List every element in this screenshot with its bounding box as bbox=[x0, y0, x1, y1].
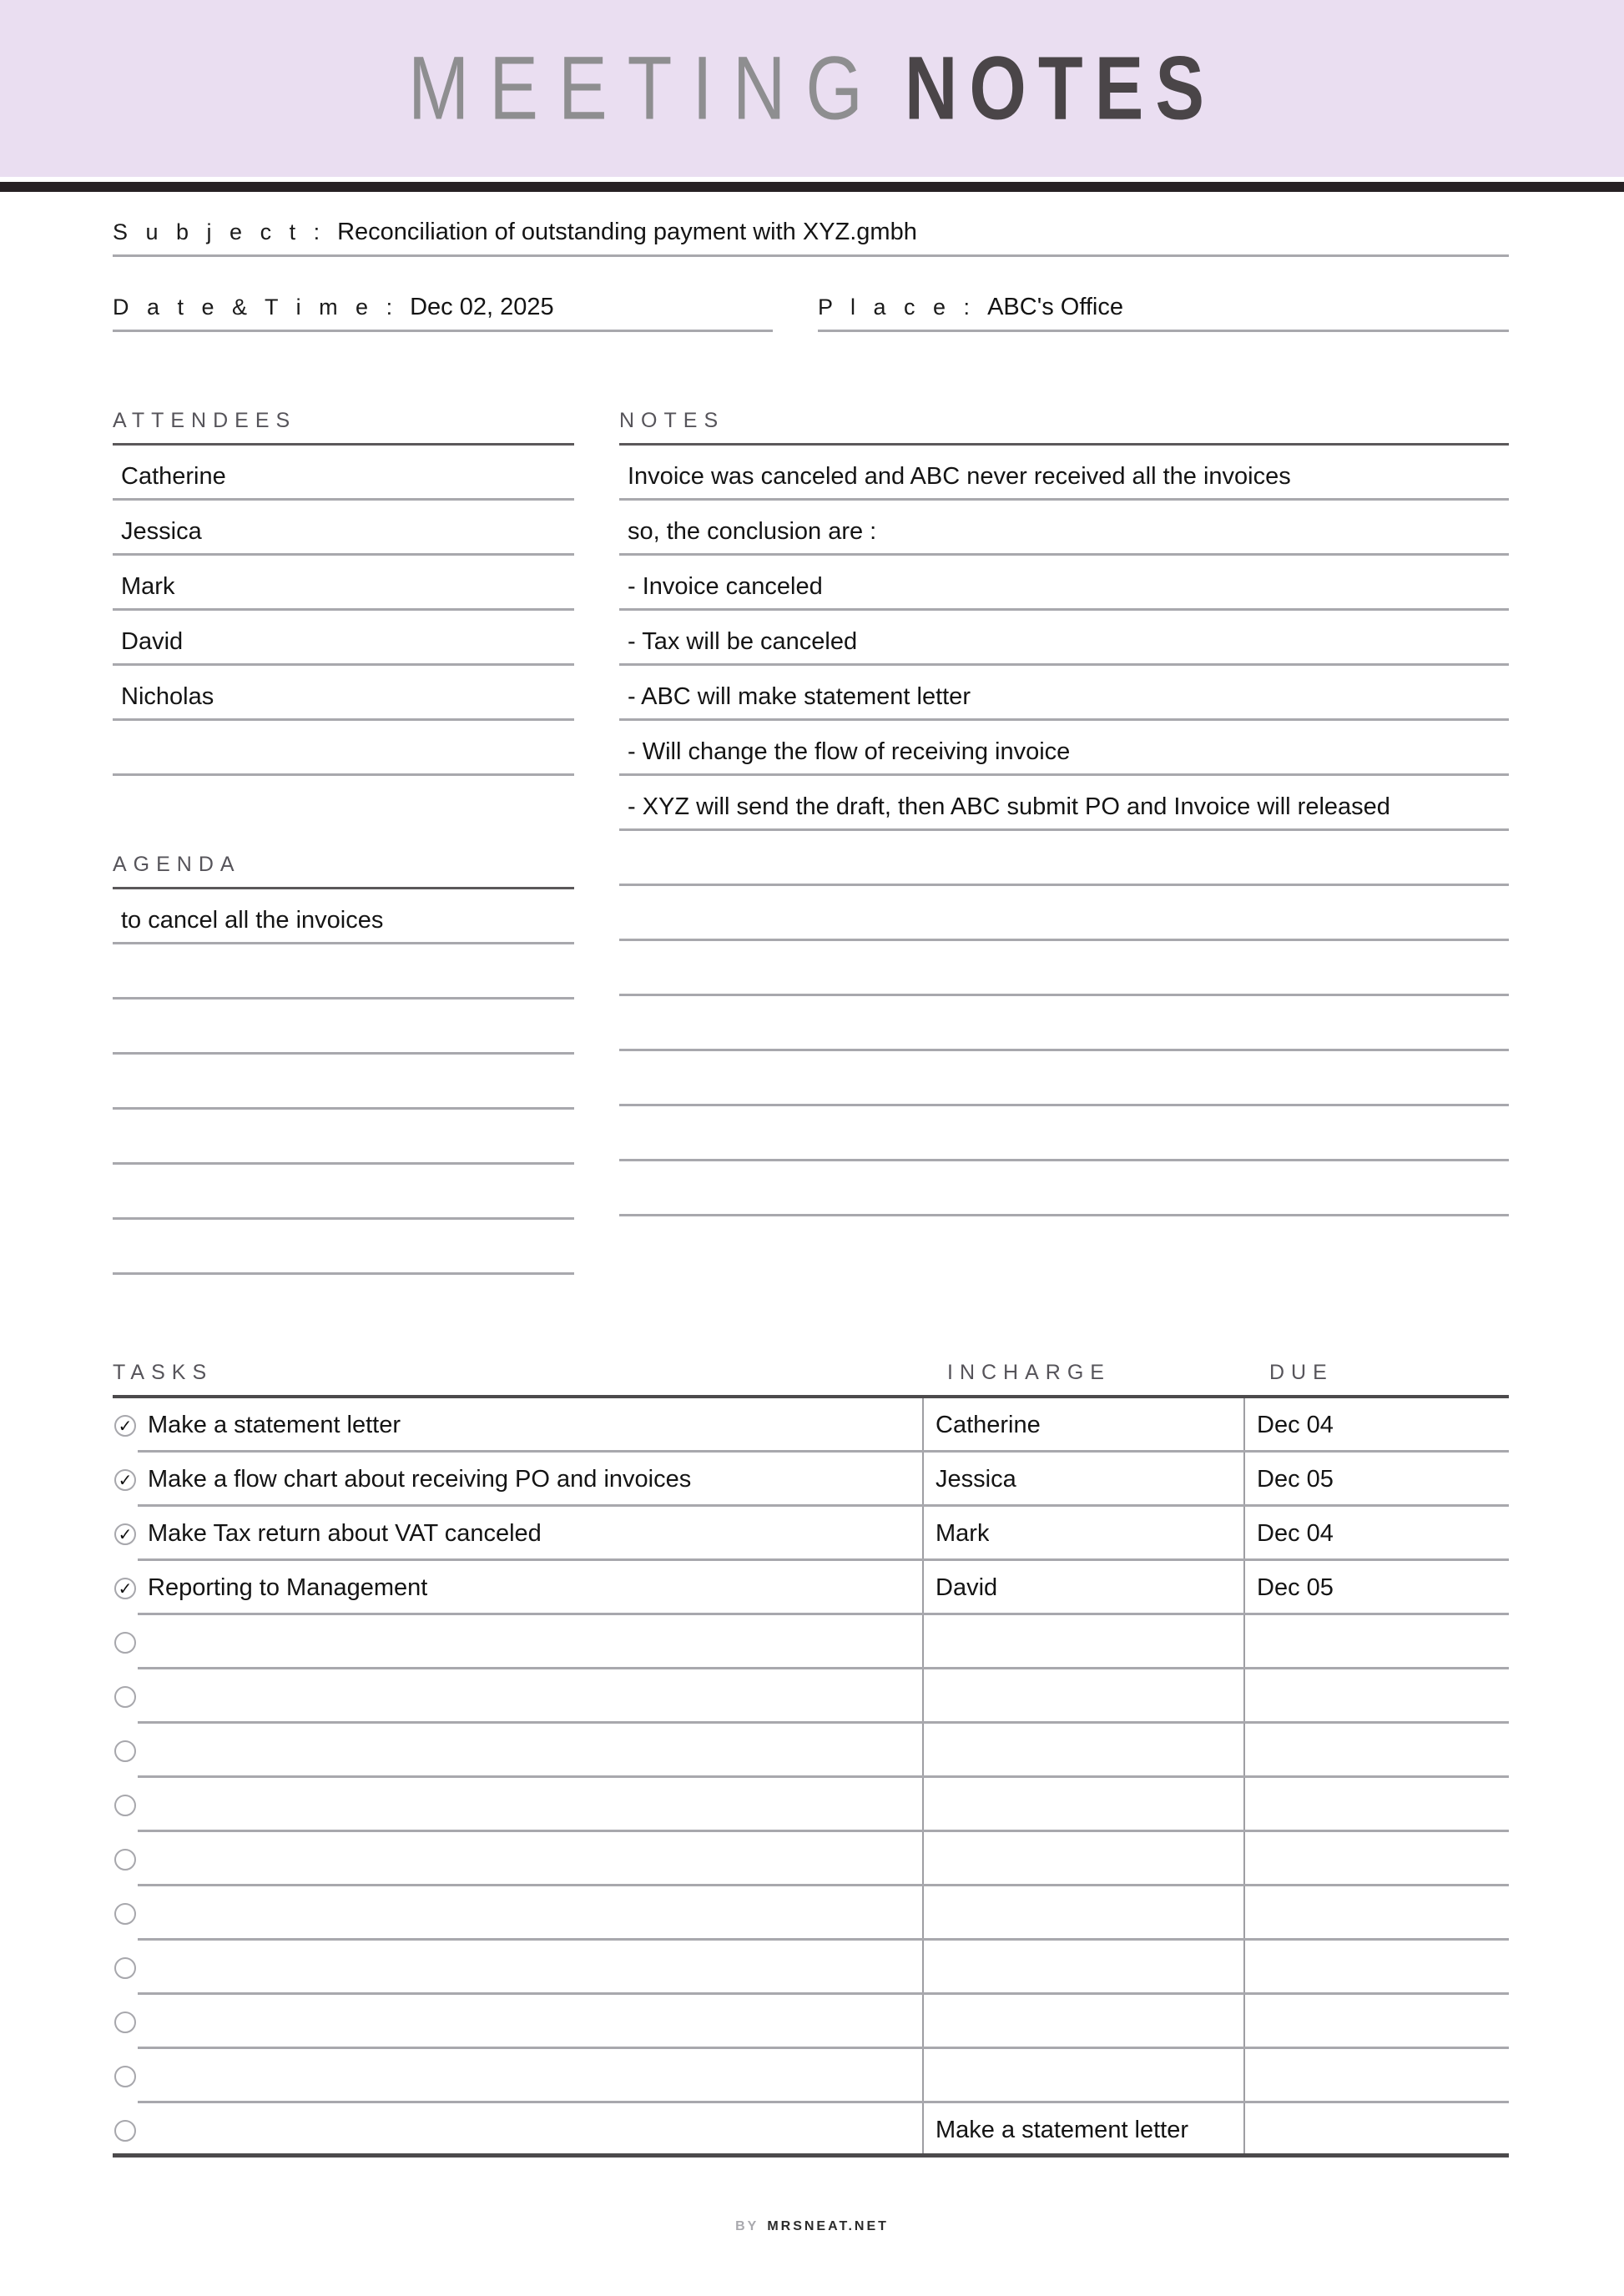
tasks-table bbox=[113, 1395, 1509, 2158]
incharge-column-header: INCHARGE bbox=[947, 1361, 1111, 1384]
place-underline bbox=[818, 330, 1509, 332]
footer bbox=[0, 2219, 1624, 2234]
note-row[interactable] bbox=[619, 941, 1509, 996]
table-row[interactable] bbox=[113, 1507, 1509, 1561]
incharge-text: Mark bbox=[936, 1520, 990, 1547]
circle-icon[interactable] bbox=[114, 1903, 136, 1925]
table-row[interactable] bbox=[113, 1669, 1509, 1724]
note-row[interactable] bbox=[619, 501, 1509, 556]
table-row[interactable] bbox=[113, 1724, 1509, 1778]
note-row-underline bbox=[619, 1214, 1509, 1216]
tasks-section bbox=[113, 1345, 1509, 2158]
note-row[interactable] bbox=[619, 996, 1509, 1051]
attendees-list bbox=[113, 446, 574, 776]
note-row-text: Invoice was canceled and ABC never received all the invoices bbox=[628, 463, 1291, 490]
due-cell[interactable] bbox=[1243, 2049, 1509, 2103]
due-cell[interactable] bbox=[1243, 1398, 1509, 1453]
table-row[interactable] bbox=[113, 1832, 1509, 1886]
attendee-row[interactable] bbox=[113, 666, 574, 721]
table-row[interactable] bbox=[113, 1453, 1509, 1507]
datetime-field[interactable] bbox=[113, 294, 773, 332]
tasks-header-row bbox=[113, 1345, 1509, 1385]
attendee-row-text: Catherine bbox=[121, 463, 226, 490]
attendee-row[interactable] bbox=[113, 501, 574, 556]
tasks-column-header: TASKS bbox=[113, 1361, 214, 1384]
attendee-row-text: Mark bbox=[121, 573, 175, 600]
incharge-cell[interactable] bbox=[922, 1995, 1243, 2049]
footer-brand: MRSNEAT.NET bbox=[767, 2219, 889, 2233]
attendee-row[interactable] bbox=[113, 446, 574, 501]
agenda-row[interactable] bbox=[113, 1165, 574, 1220]
task-cell[interactable] bbox=[113, 1941, 922, 1995]
due-cell[interactable] bbox=[1243, 1995, 1509, 2049]
due-cell[interactable] bbox=[1243, 1832, 1509, 1886]
attendee-row[interactable] bbox=[113, 556, 574, 611]
attendee-row-text: Jessica bbox=[121, 518, 202, 545]
datetime-label: D a t e & T i m e : bbox=[113, 295, 399, 320]
agenda-row[interactable] bbox=[113, 944, 574, 999]
note-row[interactable] bbox=[619, 1161, 1509, 1216]
check-icon[interactable] bbox=[114, 1578, 136, 1599]
task-cell[interactable] bbox=[113, 2049, 922, 2103]
notes-list bbox=[619, 446, 1509, 1216]
due-cell[interactable] bbox=[1243, 1561, 1509, 1615]
agenda-row[interactable] bbox=[113, 889, 574, 944]
note-row[interactable] bbox=[619, 886, 1509, 941]
incharge-cell[interactable] bbox=[922, 1507, 1243, 1561]
datetime-value: Dec 02, 2025 bbox=[410, 294, 554, 320]
incharge-cell[interactable] bbox=[922, 1615, 1243, 1669]
page-title-light: MEETING bbox=[407, 38, 883, 138]
note-row[interactable] bbox=[619, 831, 1509, 886]
note-row-text: so, the conclusion are : bbox=[628, 518, 877, 545]
task-cell[interactable] bbox=[113, 1724, 922, 1778]
note-row[interactable] bbox=[619, 666, 1509, 721]
place-value: ABC's Office bbox=[987, 294, 1124, 320]
table-row[interactable] bbox=[113, 1778, 1509, 1832]
agenda-row-text: to cancel all the invoices bbox=[121, 907, 384, 934]
check-icon[interactable] bbox=[114, 1523, 136, 1545]
agenda-row[interactable] bbox=[113, 1055, 574, 1110]
task-cell[interactable] bbox=[113, 1778, 922, 1832]
check-icon[interactable] bbox=[114, 1415, 136, 1437]
incharge-cell[interactable] bbox=[922, 1832, 1243, 1886]
note-row[interactable] bbox=[619, 556, 1509, 611]
task-text: Make a flow chart about receiving PO and invoices bbox=[148, 1466, 692, 1493]
task-cell[interactable] bbox=[113, 1995, 922, 2049]
note-row-text: - ABC will make statement letter bbox=[628, 683, 971, 710]
incharge-cell[interactable] bbox=[922, 1941, 1243, 1995]
incharge-text: Make a statement letter bbox=[936, 2117, 1189, 2143]
task-cell[interactable] bbox=[113, 1398, 922, 1453]
due-column-header: DUE bbox=[1269, 1361, 1334, 1384]
incharge-text: Jessica bbox=[936, 1466, 1016, 1493]
circle-icon[interactable] bbox=[114, 1795, 136, 1816]
incharge-cell[interactable] bbox=[922, 1561, 1243, 1615]
due-cell[interactable] bbox=[1243, 2103, 1509, 2158]
task-cell[interactable] bbox=[113, 1886, 922, 1941]
circle-icon[interactable] bbox=[114, 2012, 136, 2033]
due-cell[interactable] bbox=[1243, 1615, 1509, 1669]
header-divider bbox=[0, 182, 1624, 192]
note-row-text: - XYZ will send the draft, then ABC submit PO and Invoice will released bbox=[628, 793, 1390, 820]
datetime-underline bbox=[113, 330, 773, 332]
place-field[interactable] bbox=[818, 294, 1509, 332]
note-row-text: - Will change the flow of receiving invoice bbox=[628, 738, 1071, 765]
note-row-text: - Invoice canceled bbox=[628, 573, 823, 600]
table-row[interactable] bbox=[113, 1886, 1509, 1941]
circle-icon[interactable] bbox=[114, 2066, 136, 2087]
task-text: Make a statement letter bbox=[148, 1412, 401, 1438]
subject-underline bbox=[113, 254, 1509, 257]
note-row[interactable] bbox=[619, 1051, 1509, 1106]
task-cell[interactable] bbox=[113, 1669, 922, 1724]
footer-by-label: BY bbox=[735, 2219, 759, 2233]
attendee-row-text: Nicholas bbox=[121, 683, 214, 710]
attendees-section bbox=[113, 409, 574, 776]
task-text: Reporting to Management bbox=[148, 1574, 428, 1601]
due-cell[interactable] bbox=[1243, 1886, 1509, 1941]
due-cell[interactable] bbox=[1243, 1507, 1509, 1561]
tasks-rows bbox=[113, 1395, 1509, 2158]
due-cell[interactable] bbox=[1243, 1453, 1509, 1507]
agenda-heading: AGENDA bbox=[113, 853, 241, 876]
table-row[interactable] bbox=[113, 1941, 1509, 1995]
incharge-text: David bbox=[936, 1574, 998, 1601]
table-row[interactable] bbox=[113, 1995, 1509, 2049]
checkmark-glyph: ✓ bbox=[118, 1578, 133, 1599]
circle-icon[interactable] bbox=[114, 2120, 136, 2142]
circle-icon[interactable] bbox=[114, 1686, 136, 1708]
page-title bbox=[0, 0, 1624, 177]
agenda-row-underline bbox=[113, 1272, 574, 1275]
agenda-list bbox=[113, 889, 574, 1275]
note-row[interactable] bbox=[619, 776, 1509, 831]
table-row[interactable] bbox=[113, 2049, 1509, 2103]
table-row[interactable] bbox=[113, 1398, 1509, 1453]
attendees-heading: ATTENDEES bbox=[113, 409, 297, 432]
circle-icon[interactable] bbox=[114, 1632, 136, 1654]
checkmark-glyph: ✓ bbox=[118, 1415, 133, 1436]
due-text: Dec 04 bbox=[1257, 1412, 1334, 1438]
note-row[interactable] bbox=[619, 721, 1509, 776]
incharge-cell[interactable] bbox=[922, 1669, 1243, 1724]
incharge-cell[interactable] bbox=[922, 1778, 1243, 1832]
note-row[interactable] bbox=[619, 446, 1509, 501]
notes-section bbox=[619, 409, 1509, 1216]
page-title-bold: NOTES bbox=[904, 38, 1217, 138]
task-cell[interactable] bbox=[113, 1561, 922, 1615]
table-row[interactable] bbox=[113, 1561, 1509, 1615]
table-row[interactable] bbox=[113, 2103, 1509, 2158]
agenda-row[interactable] bbox=[113, 999, 574, 1055]
check-icon[interactable] bbox=[114, 1469, 136, 1491]
circle-icon[interactable] bbox=[114, 1957, 136, 1979]
due-cell[interactable] bbox=[1243, 1724, 1509, 1778]
incharge-cell[interactable] bbox=[922, 2103, 1243, 2158]
due-text: Dec 04 bbox=[1257, 1520, 1334, 1547]
attendee-row[interactable] bbox=[113, 721, 574, 776]
note-row-text: - Tax will be canceled bbox=[628, 628, 858, 655]
due-cell[interactable] bbox=[1243, 1941, 1509, 1995]
due-cell[interactable] bbox=[1243, 1778, 1509, 1832]
task-cell[interactable] bbox=[113, 2103, 922, 2158]
tasks-table-bottom-border bbox=[113, 2153, 1509, 2158]
task-cell[interactable] bbox=[113, 1507, 922, 1561]
attendee-row[interactable] bbox=[113, 611, 574, 666]
due-text: Dec 05 bbox=[1257, 1574, 1334, 1601]
notes-heading: NOTES bbox=[619, 409, 725, 432]
checkmark-glyph: ✓ bbox=[118, 1523, 133, 1544]
incharge-cell[interactable] bbox=[922, 2049, 1243, 2103]
agenda-section bbox=[113, 853, 574, 1275]
task-cell[interactable] bbox=[113, 1453, 922, 1507]
attendee-row-text: David bbox=[121, 628, 184, 655]
incharge-text: Catherine bbox=[936, 1412, 1041, 1438]
note-row[interactable] bbox=[619, 1106, 1509, 1161]
circle-icon[interactable] bbox=[114, 1849, 136, 1871]
due-cell[interactable] bbox=[1243, 1669, 1509, 1724]
due-text: Dec 05 bbox=[1257, 1466, 1334, 1493]
incharge-cell[interactable] bbox=[922, 1886, 1243, 1941]
subject-label: S u b j e c t : bbox=[113, 219, 326, 244]
table-row[interactable] bbox=[113, 1615, 1509, 1669]
subject-value: Reconciliation of outstanding payment with XYZ.gmbh bbox=[337, 219, 917, 245]
task-text: Make Tax return about VAT canceled bbox=[148, 1520, 542, 1547]
agenda-row[interactable] bbox=[113, 1220, 574, 1275]
incharge-cell[interactable] bbox=[922, 1453, 1243, 1507]
incharge-cell[interactable] bbox=[922, 1398, 1243, 1453]
task-cell[interactable] bbox=[113, 1832, 922, 1886]
circle-icon[interactable] bbox=[114, 1740, 136, 1762]
place-label: P l a c e : bbox=[818, 295, 976, 320]
incharge-cell[interactable] bbox=[922, 1724, 1243, 1778]
attendee-row-underline bbox=[113, 773, 574, 776]
checkmark-glyph: ✓ bbox=[118, 1469, 133, 1490]
subject-field[interactable] bbox=[113, 219, 1509, 257]
note-row[interactable] bbox=[619, 611, 1509, 666]
agenda-row[interactable] bbox=[113, 1110, 574, 1165]
task-cell[interactable] bbox=[113, 1615, 922, 1669]
